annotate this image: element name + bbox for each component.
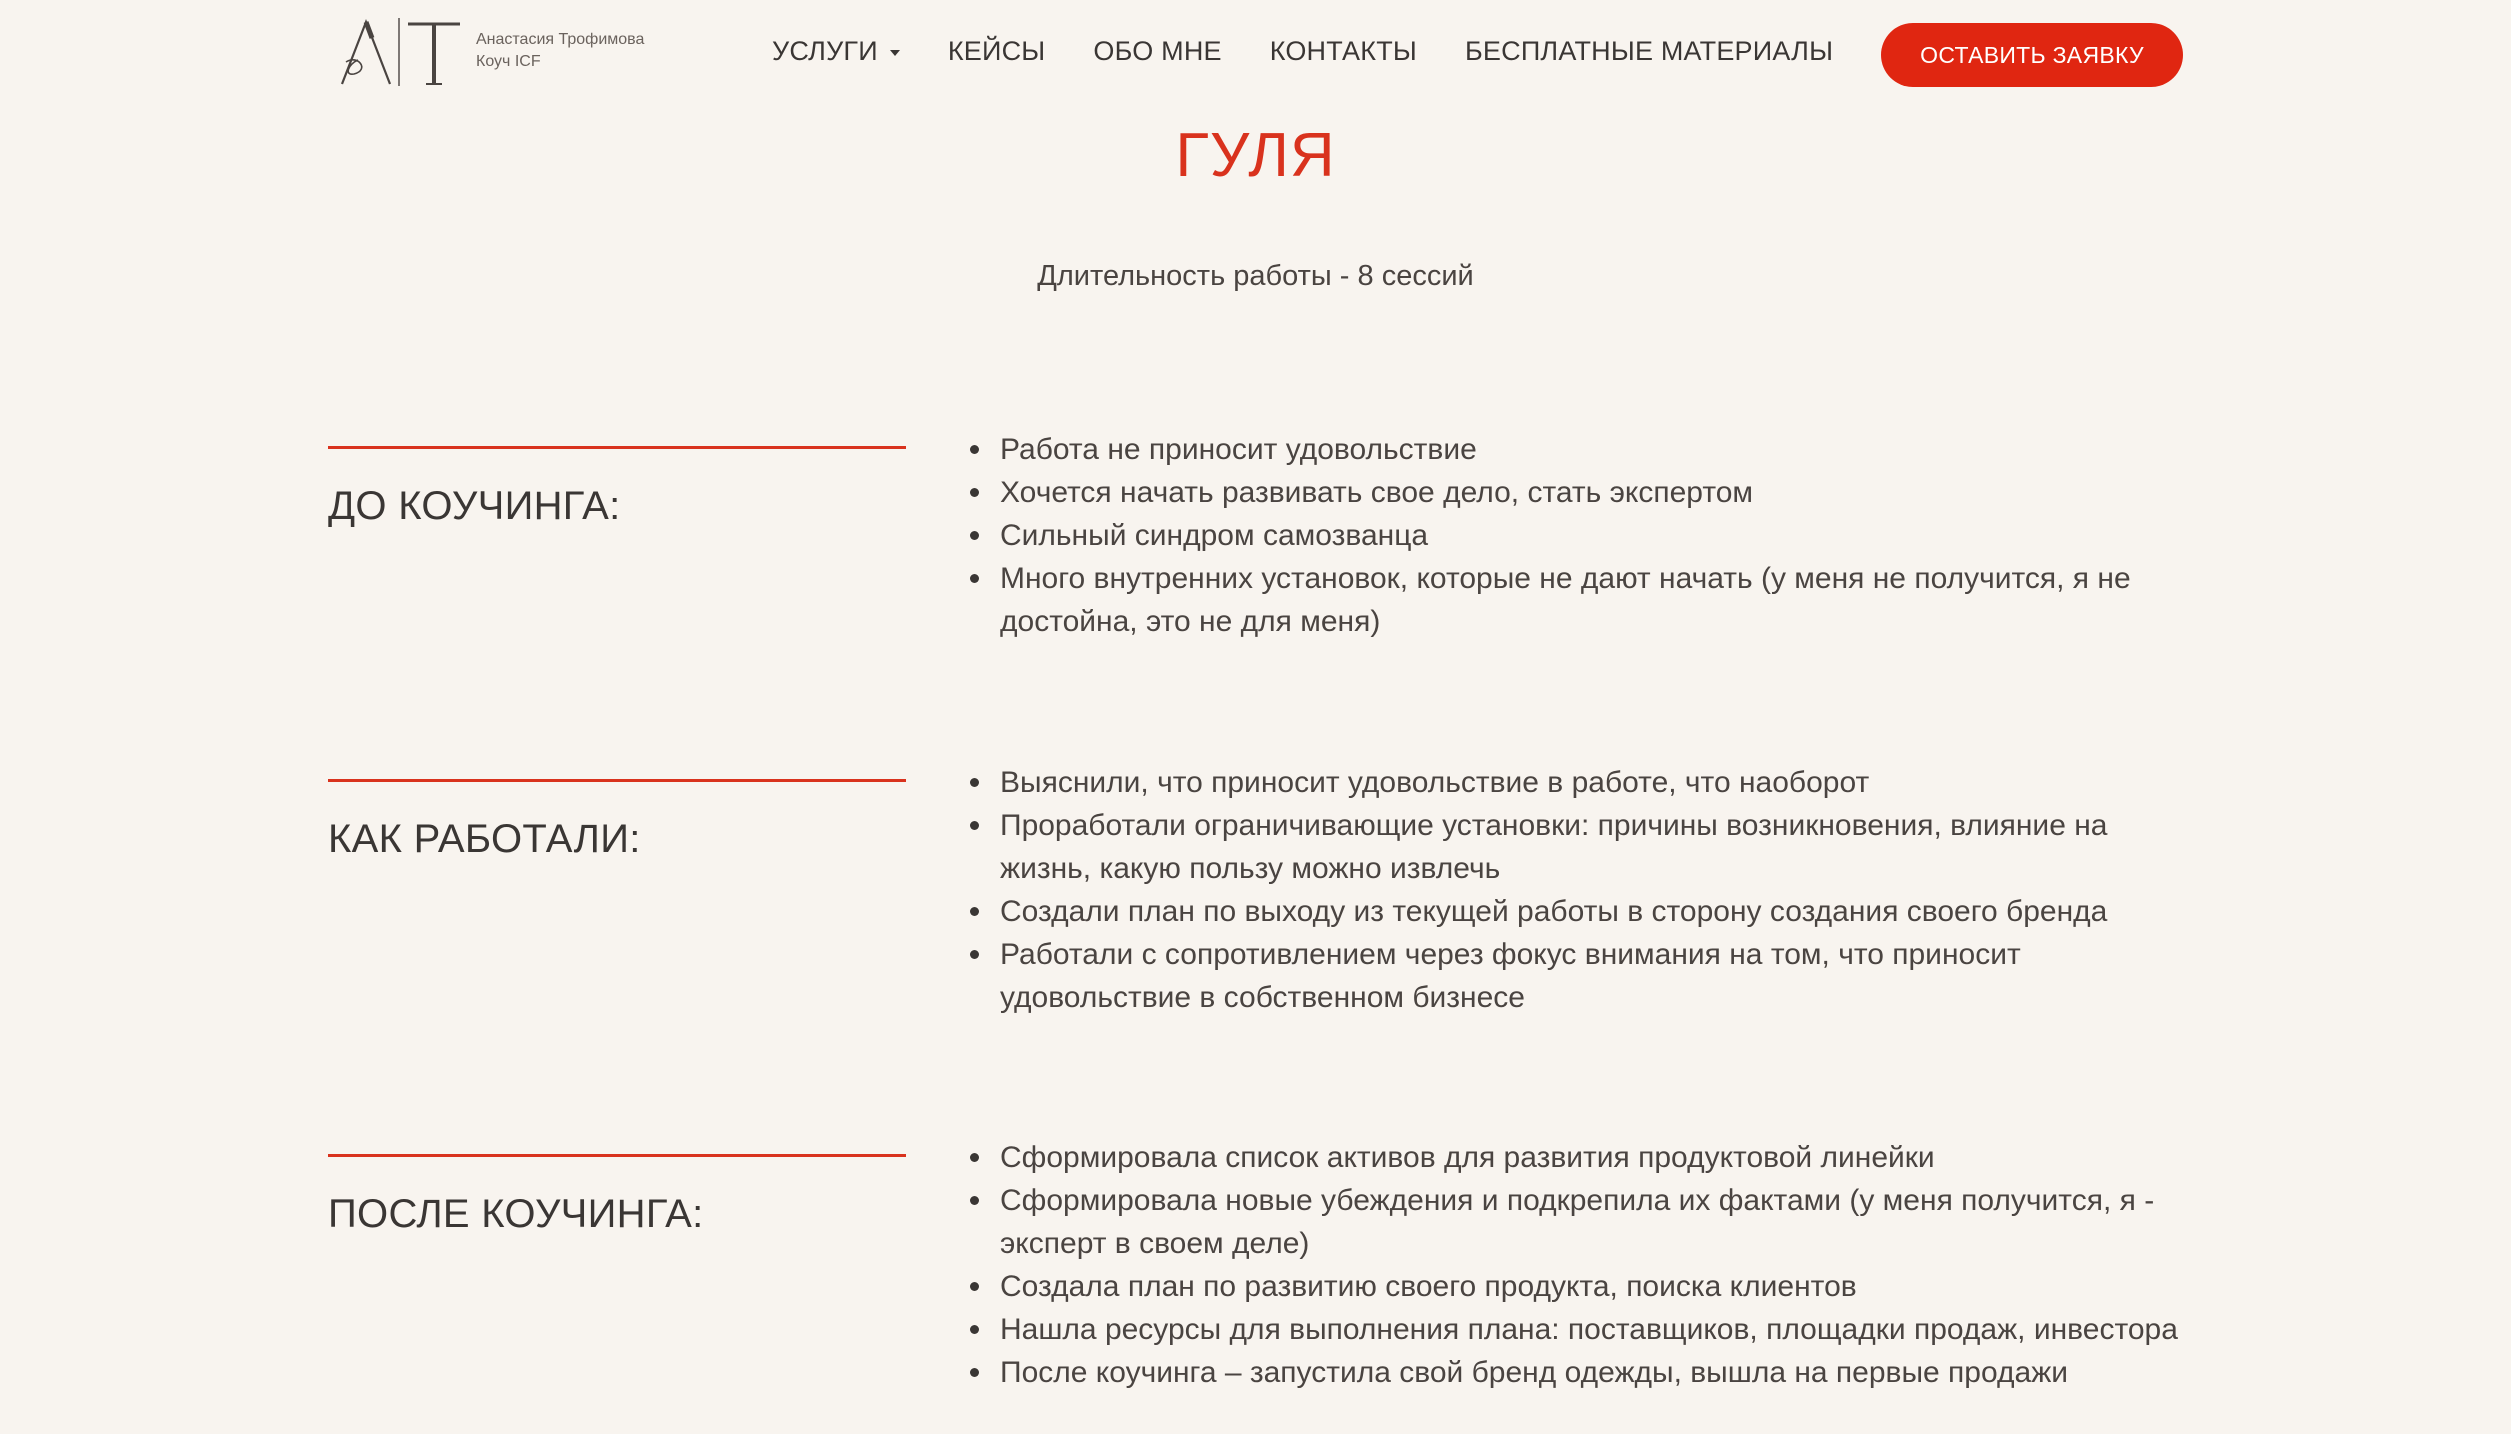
section-list	[970, 1136, 2190, 1394]
list-item: Хочется начать развивать свое дело, стать экспертом	[970, 471, 2190, 514]
list-item: Нашла ресурсы для выполнения плана: поставщиков, площадки продаж, инвестора	[970, 1308, 2190, 1351]
nav-item-contacts[interactable]	[1270, 36, 1417, 67]
logo[interactable]	[336, 14, 644, 88]
list-item: Создала план по развитию своего продукта, поиска клиентов	[970, 1265, 2190, 1308]
section-label: КАК РАБОТАЛИ:	[328, 817, 641, 861]
list-item: Выяснили, что приносит удовольствие в работе, что наоборот	[970, 761, 2190, 804]
main-nav	[772, 36, 1833, 67]
nav-item-label: УСЛУГИ	[772, 36, 878, 66]
list-item: Создали план по выходу из текущей работы в сторону создания своего бренда	[970, 890, 2190, 933]
section-divider	[328, 779, 906, 782]
section-divider	[328, 446, 906, 449]
caret-down-icon	[890, 50, 900, 56]
list-item: Много внутренних установок, которые не дают начать (у меня не получится, я не достойна, это не для меня)	[970, 557, 2190, 643]
section-list	[970, 761, 2190, 1019]
section-list	[970, 428, 2190, 643]
nav-item-label: ОБО МНЕ	[1093, 36, 1222, 66]
duration-text: Длительность работы - 8 сессий	[1037, 260, 1474, 292]
list-item: Работа не приносит удовольствие	[970, 428, 2190, 471]
logo-name: Анастасия Трофимова	[476, 31, 645, 48]
nav-item-services[interactable]	[772, 36, 900, 67]
logo-subtitle: Коуч ICF	[476, 53, 541, 70]
list-item: После коучинга – запустила свой бренд одежды, вышла на первые продажи	[970, 1351, 2190, 1394]
logo-monogram-icon	[336, 14, 466, 88]
section-label: ПОСЛЕ КОУЧИНГА:	[328, 1192, 704, 1236]
page-title: ГУЛЯ	[1175, 121, 1336, 190]
nav-item-free-materials[interactable]	[1465, 36, 1833, 67]
nav-item-label: БЕСПЛАТНЫЕ МАТЕРИАЛЫ	[1465, 36, 1834, 66]
nav-item-cases[interactable]	[948, 36, 1046, 67]
list-item: Проработали ограничивающие установки: причины возникновения, влияние на жизнь, какую пользу можно извлечь	[970, 804, 2190, 890]
logo-text	[476, 29, 644, 73]
submit-request-button[interactable]: ОСТАВИТЬ ЗАЯВКУ	[1881, 23, 2183, 87]
list-item: Сформировала новые убеждения и подкрепила их фактами (у меня получится, я - эксперт в своем деле)	[970, 1179, 2190, 1265]
site-header	[0, 0, 2511, 110]
list-item: Сильный синдром самозванца	[970, 514, 2190, 557]
section-label: ДО КОУЧИНГА:	[328, 484, 621, 528]
list-item: Работали с сопротивлением через фокус внимания на том, что приносит удовольствие в собственном бизнесе	[970, 933, 2190, 1019]
nav-item-label: КОНТАКТЫ	[1269, 36, 1417, 66]
nav-item-label: КЕЙСЫ	[947, 36, 1046, 66]
section-divider	[328, 1154, 906, 1157]
nav-item-about[interactable]	[1093, 36, 1221, 67]
list-item: Сформировала список активов для развития продуктовой линейки	[970, 1136, 2190, 1179]
